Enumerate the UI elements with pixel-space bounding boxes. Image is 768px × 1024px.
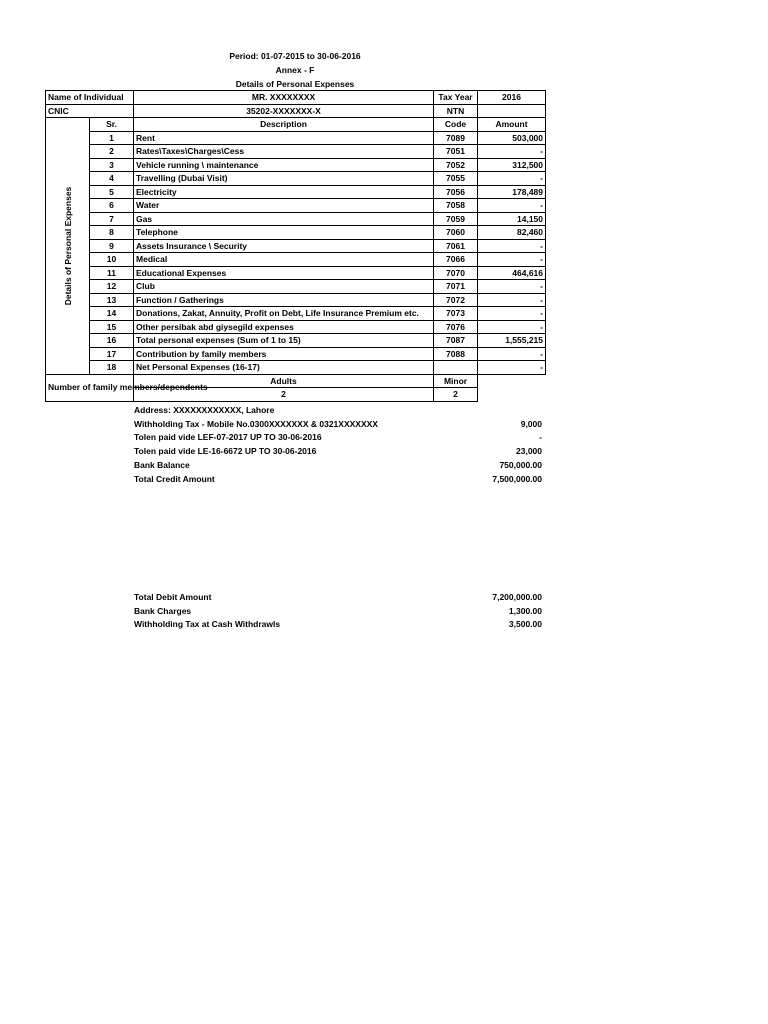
period-heading: Period: 01-07-2015 to 30-06-2016 [229, 51, 361, 61]
minor-label: Minor [434, 374, 478, 388]
row-code: 7056 [434, 185, 478, 199]
adults-label: Adults [134, 374, 434, 388]
row-sr: 9 [90, 239, 134, 253]
row-sr: 12 [90, 280, 134, 294]
detail-value: 7,200,000.00 [492, 592, 542, 602]
row-amount: - [478, 172, 546, 186]
table-row [46, 307, 546, 321]
row-code: 7088 [434, 347, 478, 361]
column-header-code: Code [434, 118, 478, 132]
cnic-value: 35202-XXXXXXX-X [134, 104, 434, 118]
row-sr: 14 [90, 307, 134, 321]
row-amount: - [478, 239, 546, 253]
row-description: Rent [134, 131, 434, 145]
cnic-label: CNIC [46, 104, 134, 118]
row-code: 7073 [434, 307, 478, 321]
row-sr: 10 [90, 253, 134, 267]
detail-label: Tolen paid vide LEF-07-2017 UP TO 30-06-2016 [134, 432, 322, 443]
detail-label: Bank Balance [134, 459, 190, 470]
row-description: Vehicle running \ maintenance [134, 158, 434, 172]
row-code: 7072 [434, 293, 478, 307]
row-description: Electricity [134, 185, 434, 199]
column-header-row [46, 118, 546, 132]
table-row [46, 361, 546, 375]
table-row [46, 185, 546, 199]
detail-label: Address: XXXXXXXXXXXX, Lahore [134, 405, 275, 415]
side-label-cell [46, 118, 90, 375]
detail-value: 9,000 [520, 418, 542, 429]
table-row [46, 293, 546, 307]
row-description: Educational Expenses [134, 266, 434, 280]
row-amount: - [478, 280, 546, 294]
row-sr: 5 [90, 185, 134, 199]
row-code: 7071 [434, 280, 478, 294]
row-amount: - [478, 253, 546, 267]
detail-label: Withholding Tax - Mobile No.0300XXXXXXX & 0321XXXXXXX [134, 418, 378, 429]
detail-line [134, 606, 542, 619]
personal-expenses-table [45, 90, 546, 402]
table-row [46, 212, 546, 226]
detail-label: Withholding Tax at Cash Withdrawls [134, 619, 281, 630]
row-description: Water [134, 199, 434, 213]
row-code: 7066 [434, 253, 478, 267]
row-description: Donations, Zakat, Annuity, Profit on Debt, Life Insurance Premium etc. [134, 307, 434, 321]
annex-heading: Annex - F [275, 65, 315, 75]
row-code: 7060 [434, 226, 478, 240]
row-sr: 18 [90, 361, 134, 375]
row-amount: - [478, 347, 546, 361]
detail-line [134, 474, 542, 487]
row-description: Other persibak abd giysegild expenses [134, 320, 434, 334]
row-description: Medical [134, 253, 434, 267]
row-description: Telephone [134, 226, 434, 240]
detail-label: Total Debit Amount [134, 592, 212, 602]
ntn-value [478, 104, 546, 118]
row-description: Travelling (Dubai Visit) [134, 172, 434, 186]
row-amount: - [478, 145, 546, 159]
row-sr: 4 [90, 172, 134, 186]
detail-line [134, 419, 542, 432]
detail-line [134, 432, 542, 445]
detail-line [134, 619, 542, 632]
name-label: Name of Individual [46, 91, 134, 105]
row-sr: 13 [90, 293, 134, 307]
row-code: 7089 [434, 131, 478, 145]
row-code: 7059 [434, 212, 478, 226]
row-amount: 82,460 [478, 226, 546, 240]
table-row [46, 266, 546, 280]
row-amount: - [478, 293, 546, 307]
row-description: Rates\Taxes\Charges\Cess [134, 145, 434, 159]
table-row [46, 239, 546, 253]
row-code: 7061 [434, 239, 478, 253]
row-sr: 2 [90, 145, 134, 159]
detail-line [134, 405, 542, 418]
row-amount: - [478, 320, 546, 334]
row-sr: 6 [90, 199, 134, 213]
row-amount: 503,000 [478, 131, 546, 145]
row-code: 7070 [434, 266, 478, 280]
document-title: Details of Personal Expenses [235, 79, 355, 89]
row-sr: 1 [90, 131, 134, 145]
detail-label: Total Credit Amount [134, 473, 215, 484]
name-value: MR. XXXXXXXX [134, 91, 434, 105]
family-row [46, 374, 546, 388]
row-sr: 17 [90, 347, 134, 361]
row-description: Club [134, 280, 434, 294]
tax-year-value: 2016 [478, 91, 546, 105]
table-row [46, 280, 546, 294]
row-description: Contribution by family members [134, 347, 434, 361]
detail-label: Tolen paid vide LE-16-6672 UP TO 30-06-2016 [134, 446, 317, 457]
detail-value: 3,500.00 [508, 619, 542, 630]
table-row [46, 172, 546, 186]
family-label: Number of family members/dependents [46, 374, 134, 401]
row-amount: - [478, 361, 546, 375]
table-row [46, 320, 546, 334]
table-row [46, 253, 546, 267]
ntn-label: NTN [434, 104, 478, 118]
side-label: Details of Personal Expenses [62, 186, 73, 306]
table-row [46, 226, 546, 240]
row-amount: 178,489 [478, 185, 546, 199]
table-row [46, 145, 546, 159]
detail-line [134, 446, 542, 459]
row-code: 7058 [434, 199, 478, 213]
minor-value: 2 [434, 388, 478, 402]
table-row [46, 158, 546, 172]
row-sr: 3 [90, 158, 134, 172]
row-amount: - [478, 307, 546, 321]
row-amount: 1,555,215 [478, 334, 546, 348]
tax-year-label: Tax Year [434, 91, 478, 105]
column-header-sr: Sr. [90, 118, 134, 132]
row-code: 7087 [434, 334, 478, 348]
row-code: 7051 [434, 145, 478, 159]
row-sr: 8 [90, 226, 134, 240]
column-header-description: Description [134, 118, 434, 132]
row-amount: 14,150 [478, 212, 546, 226]
detail-value: 750,000.00 [499, 459, 542, 470]
detail-value: 7,500,000.00 [492, 473, 542, 484]
row-description: Net Personal Expenses (16-17) [134, 361, 434, 375]
detail-line [134, 592, 542, 605]
row-code [434, 361, 478, 375]
detail-line [134, 460, 542, 473]
cnic-row [46, 104, 546, 118]
detail-value: - [539, 432, 542, 443]
row-code: 7052 [434, 158, 478, 172]
table-row [46, 334, 546, 348]
row-sr: 16 [90, 334, 134, 348]
row-amount: - [478, 199, 546, 213]
row-description: Total personal expenses (Sum of 1 to 15) [134, 334, 434, 348]
detail-label: Bank Charges [134, 605, 192, 616]
name-row [46, 91, 546, 105]
row-sr: 7 [90, 212, 134, 226]
table-row [46, 131, 546, 145]
row-description: Assets Insurance \ Security [134, 239, 434, 253]
table-row [46, 347, 546, 361]
detail-value: 1,300.00 [508, 605, 542, 616]
row-sr: 11 [90, 266, 134, 280]
adults-value: 2 [134, 388, 434, 402]
table-row [46, 199, 546, 213]
row-code: 7076 [434, 320, 478, 334]
row-description: Function / Gatherings [134, 293, 434, 307]
row-description: Gas [134, 212, 434, 226]
row-sr: 15 [90, 320, 134, 334]
detail-value: 23,000 [516, 446, 542, 457]
row-amount: 312,500 [478, 158, 546, 172]
column-header-amount: Amount [478, 118, 546, 132]
row-code: 7055 [434, 172, 478, 186]
row-amount: 464,616 [478, 266, 546, 280]
